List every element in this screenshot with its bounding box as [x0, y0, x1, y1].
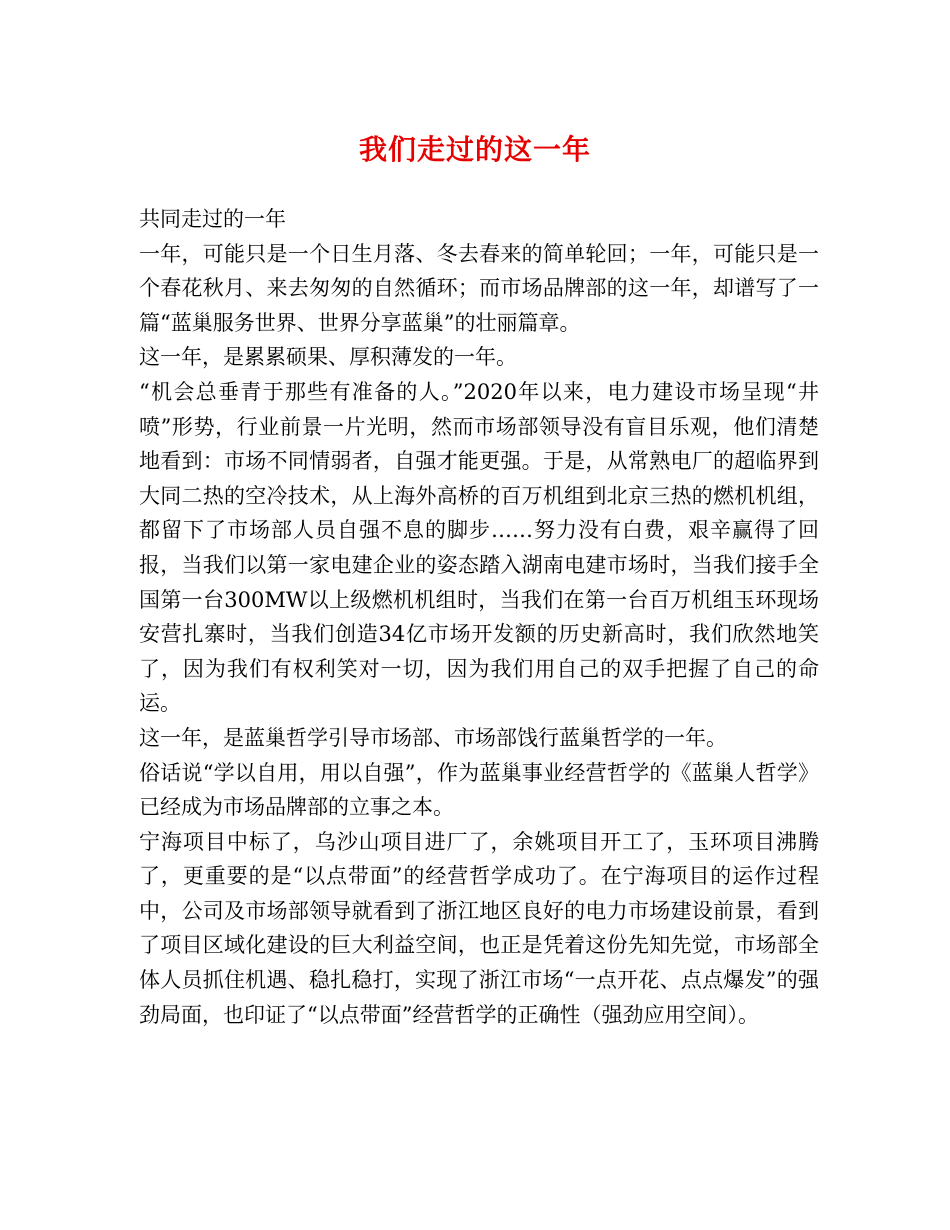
document-body	[139, 202, 819, 1032]
paragraph: 一年，可能只是一个日生月落、冬去春来的简单轮回；一年，可能只是一个春花秋月、来去匆匆的自然循环；而市场品牌部的这一年，却谱写了一篇“蓝巢服务世界、世界分享蓝巢”的壮丽篇章。	[139, 241, 819, 335]
paragraph-subtitle: 共同走过的一年	[139, 207, 286, 231]
paragraph: “机会总垂青于那些有准备的人。”2020年以来，电力建设市场呈现“井喷”形势，行业前景一片光明，然而市场部领导没有盲目乐观，他们清楚地看到：市场不同情弱者，自强才能更强。于是，从常熟电厂的超临界到大同二热的空冷技术，从上海外高桥的百万机组到北京三热的燃机机组，都留下了市场部人员自强不息的脚步……努力没有白费，艰辛赢得了回报，当我们以第一家电建企业的姿态踏入湖南电建市场时，当我们接手全国第一台300MW以上级燃机机组时，当我们在第一台百万机组玉环现场安营扎寨时，当我们创造34亿市场开发额的历史新高时，我们欣然地笑了，因为我们有权利笑对一切，因为我们用自己的双手把握了自己的命运。	[139, 379, 819, 716]
paragraph: 俗话说“学以自用，用以自强”，作为蓝巢事业经营哲学的《蓝巢人哲学》已经成为市场品牌部的立事之本。	[139, 760, 819, 820]
paragraph: 这一年，是蓝巢哲学引导市场部、市场部饯行蓝巢哲学的一年。	[139, 725, 727, 750]
paragraph: 宁海项目中标了，乌沙山项目进厂了，余姚项目开工了，玉环项目沸腾了，更重要的是“以点带面”的经营哲学成功了。在宁海项目的运作过程中，公司及市场部领导就看到了浙江地区良好的电力市场建设前景，看到了项目区域化建设的巨大利益空间，也正是凭着这份先知先觉，市场部全体人员抓住机遇、稳扎稳打，实现了浙江市场“一点开花、点点爆发”的强劲局面，也印证了“以点带面”经营哲学的正确性（强劲应用空间）。	[139, 829, 819, 1027]
document-title: 我们走过的这一年	[358, 133, 591, 166]
paragraph: 这一年，是累累硕果、厚积薄发的一年。	[139, 345, 517, 370]
